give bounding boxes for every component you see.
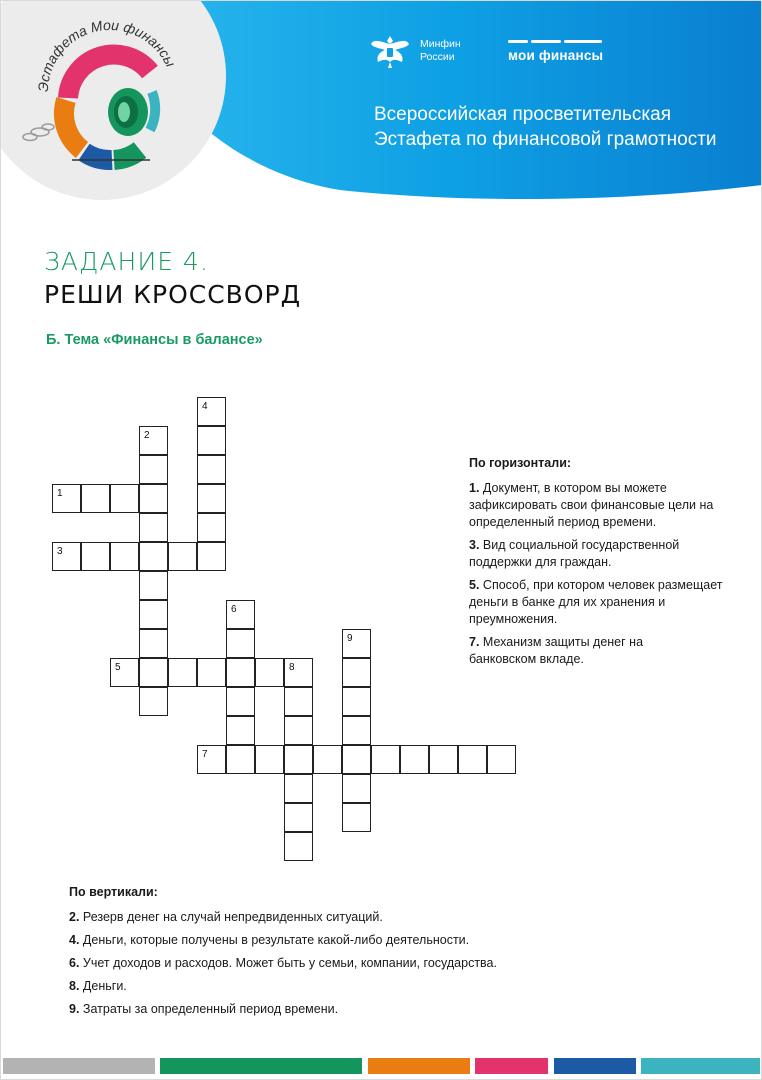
clue-across-1: 1. Документ, в котором вы можете зафиксировать свои финансовые цели на определенный период времени. [469,481,714,529]
crossword-cell[interactable] [342,716,371,745]
crossword-cell[interactable] [139,513,168,542]
across-heading: По горизонтали: [469,456,572,470]
crossword-cell[interactable] [139,658,168,687]
footer-bar-gray [3,1058,155,1074]
crossword-cell[interactable] [255,658,284,687]
crossword-cell[interactable] [197,542,226,571]
clue-number-label: 8 [289,662,295,673]
crossword-cell[interactable] [284,774,313,803]
crossword-cell[interactable] [487,745,516,774]
crossword-cell[interactable] [81,484,110,513]
down-heading: По вертикали: [69,885,158,899]
footer-bar-teal [641,1058,760,1074]
crossword-cell[interactable] [139,455,168,484]
footer-bar-orange [368,1058,470,1074]
minfin-line1: Минфин [420,38,461,50]
crossword-cell[interactable] [342,745,371,774]
clue-number-label: 1 [57,488,63,499]
clue-number-label: 6 [231,604,237,615]
crossword-cell[interactable] [139,484,168,513]
crossword-cell[interactable] [81,542,110,571]
crossword-cell[interactable] [226,716,255,745]
crossword-cell[interactable] [429,745,458,774]
clue-number-label: 3 [57,546,63,557]
section-title: Б. Тема «Финансы в балансе» [46,332,263,348]
clue-down-2: 2. Резерв денег на случай непредвиденных ситуаций. [69,910,383,924]
clue-number-label: 5 [115,662,121,673]
moi-finansy-brand [508,40,603,63]
clue-number-label: 9 [347,633,353,644]
crossword-cell[interactable] [371,745,400,774]
header-title-line1: Всероссийская просветительская [374,104,672,125]
crossword-cell[interactable] [139,542,168,571]
crossword-cell[interactable] [284,687,313,716]
crossword-cell[interactable] [342,658,371,687]
crossword-cell[interactable] [110,484,139,513]
minfin-line2: России [420,51,455,63]
clue-number-label: 4 [202,401,208,412]
brand-bars [508,40,603,43]
crossword-cell[interactable] [197,426,226,455]
eagle-emblem-icon [368,32,412,70]
footer-bar-blue [554,1058,636,1074]
clue-number-label: 2 [144,430,150,441]
crossword-cell[interactable] [139,571,168,600]
clue-down-6: 6. Учет доходов и расходов. Может быть у семьи, компании, государства. [69,956,497,970]
crossword-cell[interactable] [197,455,226,484]
logo-arc-text: Эстафета Мои финансы [34,16,179,93]
task-number: ЗАДАНИЕ 4. [44,247,209,276]
crossword-cell[interactable] [139,687,168,716]
crossword-cell[interactable] [342,774,371,803]
crossword-cell[interactable] [400,745,429,774]
relay-logo [0,0,230,200]
crossword-cell[interactable] [197,484,226,513]
clue-down-4: 4. Деньги, которые получены в результате какой-либо деятельности. [69,933,470,947]
task-title: РЕШИ КРОССВОРД [44,280,302,309]
crossword-cell[interactable] [284,716,313,745]
footer-bar-pink [475,1058,548,1074]
clues-across [469,455,739,674]
crossword-cell[interactable] [197,513,226,542]
crossword-cell[interactable] [168,542,197,571]
clue-number-label: 7 [202,749,208,760]
crossword-cell[interactable] [284,832,313,861]
crossword-cell[interactable] [226,658,255,687]
crossword-cell[interactable] [139,629,168,658]
footer-bar-green [160,1058,362,1074]
clue-across-5: 5. Способ, при котором человек размещает деньги в банке для их хранения и преумножения. [469,578,723,626]
brand-text: мои финансы [508,48,604,63]
clues-down [69,884,669,1024]
crossword-cell[interactable] [226,687,255,716]
crossword-cell[interactable] [139,600,168,629]
crossword-cell[interactable] [342,687,371,716]
crossword-cell[interactable] [342,803,371,832]
crossword-cell[interactable] [284,745,313,774]
crossword-cell[interactable] [110,542,139,571]
crossword-cell[interactable] [226,629,255,658]
crossword-cell[interactable] [458,745,487,774]
header-title [374,102,717,152]
crossword-cell[interactable] [284,803,313,832]
clue-across-3: 3. Вид социальной государственной поддержки для граждан. [469,538,680,569]
crossword-cell[interactable] [226,745,255,774]
crossword-cell[interactable] [168,658,197,687]
crossword-cell[interactable] [255,745,284,774]
crossword-cell[interactable] [313,745,342,774]
minfin-logo [368,32,461,70]
clue-down-9: 9. Затраты за определенный период времени. [69,1002,339,1016]
clue-down-8: 8. Деньги. [69,979,127,993]
header-title-line2: Эстафета по финансовой грамотности [374,129,717,150]
crossword-cell[interactable] [197,658,226,687]
clue-across-7: 7. Механизм защиты денег на банковском вкладе. [469,635,644,666]
